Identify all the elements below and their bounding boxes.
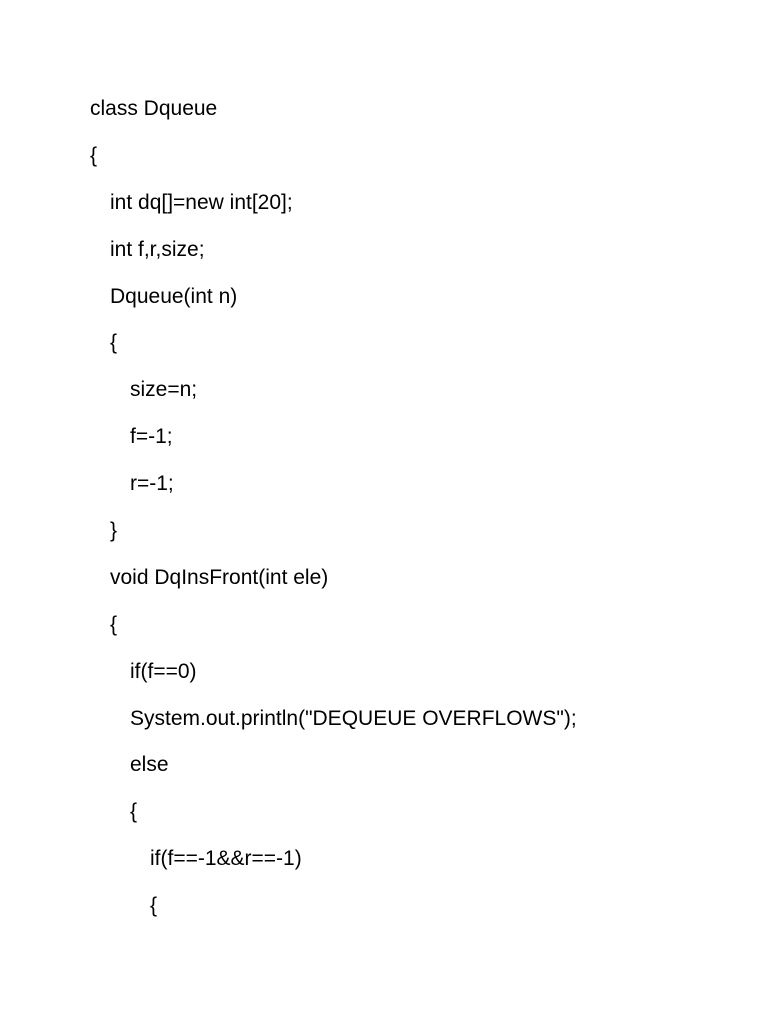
code-line: size=n; <box>130 378 198 402</box>
code-listing <box>90 94 577 938</box>
code-line: System.out.println("DEQUEUE OVERFLOWS"); <box>130 706 577 730</box>
code-line: int dq[]=new int[20]; <box>110 190 293 214</box>
code-line: { <box>110 331 118 355</box>
code-line: int f,r,size; <box>110 237 205 261</box>
code-line: Dqueue(int n) <box>110 284 238 308</box>
code-line: if(f==-1&&r==-1) <box>150 847 302 871</box>
code-line: class Dqueue <box>90 97 218 120</box>
code-line: void DqInsFront(int ele) <box>110 565 329 589</box>
code-line: { <box>110 612 118 636</box>
code-line: { <box>90 143 98 167</box>
code-line: else <box>130 753 169 777</box>
code-line: if(f==0) <box>130 659 197 683</box>
code-line: { <box>130 800 138 824</box>
code-line: { <box>150 894 158 918</box>
code-line: r=-1; <box>130 472 174 496</box>
code-line: f=-1; <box>130 425 173 449</box>
code-line: } <box>110 519 118 543</box>
